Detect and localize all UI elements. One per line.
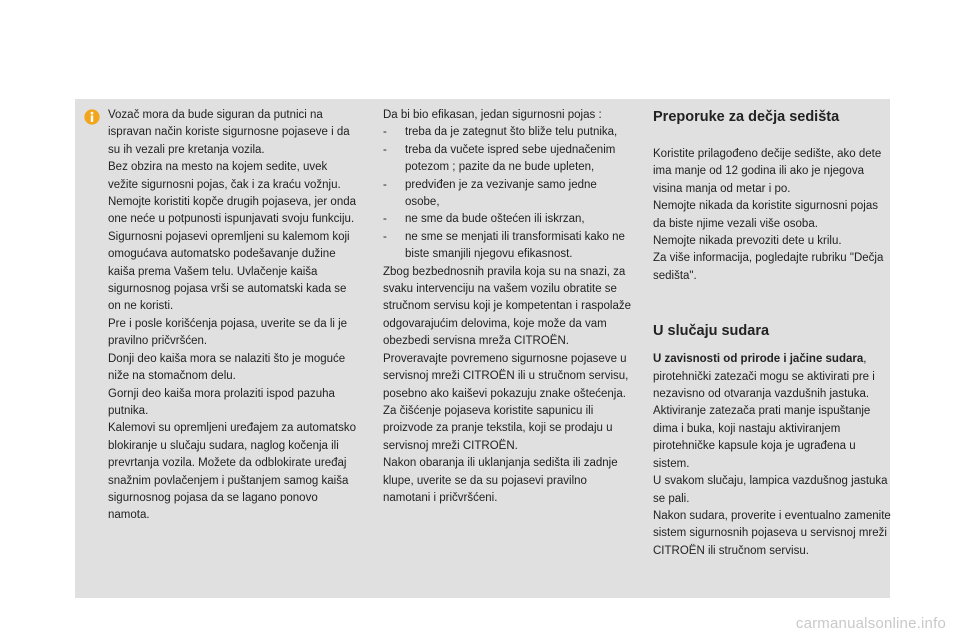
list-intro: Da bi bio efikasan, jedan sigurnosni pojas :	[383, 109, 602, 121]
bold-lead-text: U zavisnosti od prirode i jačine sudara	[653, 353, 864, 366]
paragraph: Bez obzira na mesto na kojem sedite, uvek vežite sigurnosni pojas, čak i za kraću vožnju.	[108, 161, 341, 191]
paragraph: U svakom slučaju, lampica vazdušnog jastuka se pali.	[653, 475, 888, 505]
info-icon	[84, 109, 100, 125]
paragraph: Sigurnosni pojasevi opremljeni su kalemom koji omogućava automatsko podešavanje dužine kaiša prema Vašem telu. Uvlačenje kaiša sigurnosnog pojasa vrši se automatski kada se on ne koristi.	[108, 230, 350, 313]
paragraph: Vozač mora da bude siguran da putnici na ispravan način koriste sigurnosne pojaseve i da su ih vezali pre kretanja vozila.	[108, 109, 350, 156]
section-title-child-seats: Preporuke za dečja sedišta	[653, 109, 840, 125]
paragraph: Nakon sudara, proverite i eventualno zamenite sistem sigurnosnih pojaseva u servisnoj mreži CITROËN ili stručnom servisu.	[653, 509, 891, 557]
requirements-list	[383, 124, 633, 263]
list-item: - treba da vučete ispred sebe ujednačenim potezom ; pazite da ne bude upleten,	[383, 142, 633, 177]
paragraph: Pre i posle korišćenja pojasa, uverite se da li je pravilno pričvršćen.	[108, 317, 348, 348]
paragraph: Gornji deo kaiša mora prolaziti ispod pazuha putnika.	[108, 387, 335, 417]
list-item: - ne sme se menjati ili transformisati kako ne biste smanjili njegovu efikasnost.	[383, 229, 633, 264]
paragraph: Nakon obaranja ili uklanjanja sedišta ili zadnje klupe, uverite se da su pojasevi pravilno namotani i pričvršćeni.	[383, 457, 618, 504]
paragraph: Proveravajte povremeno sigurnosne pojaseve u servisnoj mreži CITROËN ili u stručnom servisu, posebno ako kaiševi pokazuju znake oštećenja.	[383, 352, 629, 400]
paragraph: Za više informacija, pogledajte rubriku "Dečja sedišta".	[653, 252, 884, 282]
child-seat-and-collision-column	[653, 107, 893, 560]
paragraph: Koristite prilagođeno dečije sedište, ako dete ima manje od 12 godina ili ako je njegova visina manja od metar i po.	[653, 148, 882, 195]
lead-text: , pirotehnički zatezači mogu se aktivirati pre i nezavisno od otvaranja vazdušnih jastuka. Aktiviranje zatezača prati manje ispuštanje dima i buka, koji nastaju aktiviranjem pirotehničke kapsule koja je ugrađena u sistem.	[653, 353, 875, 470]
list-item: - ne sme da bude oštećen ili iskrzan,	[383, 211, 633, 228]
paragraph: Nemojte koristiti kopče drugih pojaseva, jer onda one neće u potpunosti ispunjavati svoju funkciju.	[108, 196, 357, 226]
paragraph: Kalemovi su opremljeni uređajem za automatsko blokiranje u slučaju sudara, naglog kočenja ili prevrtanja vozila. Možete da odblokirate uređaj snažnim povlačenjem i puštanjem samog kaiša sigurnosnog pojasa da se lagano ponovo namota.	[108, 422, 357, 522]
paragraph: Nemojte nikada prevoziti dete u krilu.	[653, 235, 842, 248]
seat-belt-warnings-column	[108, 107, 358, 525]
list-item: - predviđen je za vezivanje samo jedne osobe,	[383, 177, 633, 212]
paragraph: Za čišćenje pojaseva koristite sapunicu ili proizvode za pranje tekstila, koji se prodaju u servisnoj mreži CITROËN.	[383, 404, 613, 452]
collision-lead-paragraph	[653, 351, 893, 473]
paragraph: Donji deo kaiša mora se nalaziti što je moguće niže na stomačnom delu.	[108, 352, 346, 383]
watermark: carmanualsonline.info	[795, 615, 946, 632]
paragraph: Zbog bezbednosnih pravila koja su na snazi, za svaku intervenciju na vašem vozilu obratite se stručnom servisu koji je kompetentan i raspolaže odgovarajućim delovima, koje može da vam obezbedi servisna mreža CITROËN.	[383, 265, 632, 348]
paragraph: Nemojte nikada da koristite sigurnosni pojas da biste njime vezali više osoba.	[653, 200, 879, 230]
section-title-collision: U slučaju sudara	[653, 323, 770, 340]
seat-belt-requirements-column	[383, 107, 633, 507]
list-item: - treba da je zategnut što bliže telu putnika,	[383, 124, 633, 141]
